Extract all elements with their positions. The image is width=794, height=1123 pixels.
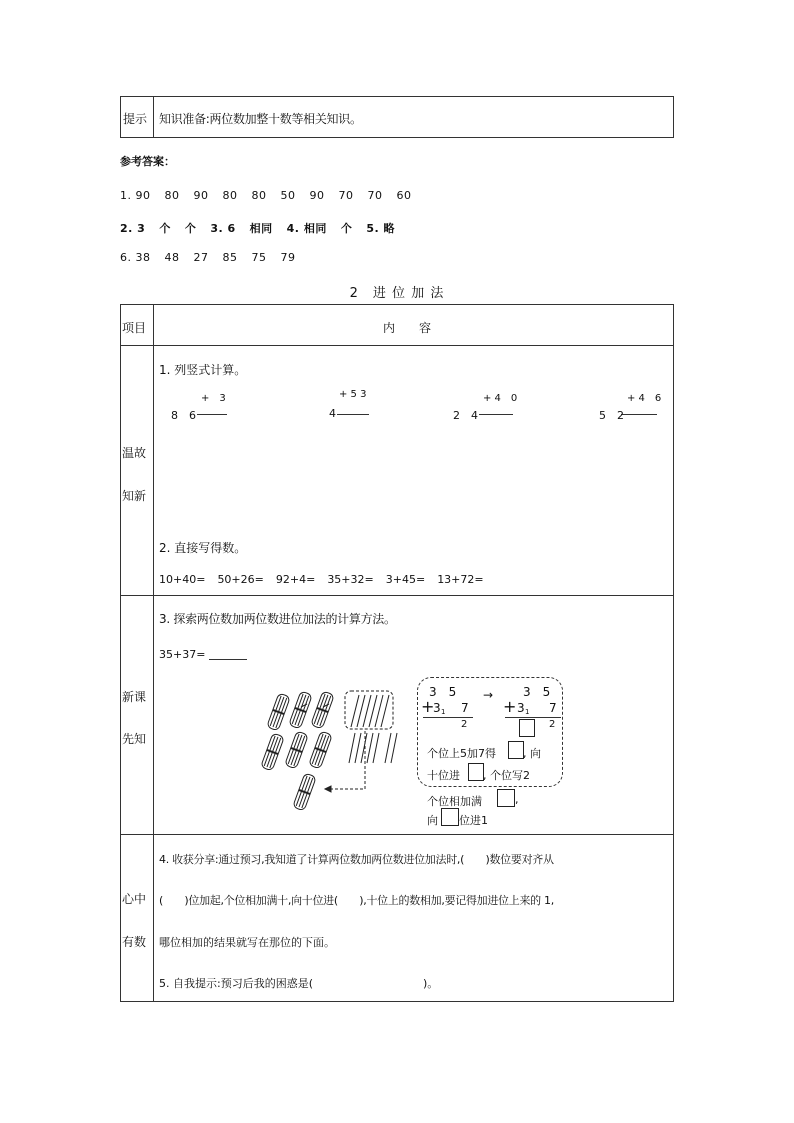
answer-item: 个 [159,222,171,235]
answer-item: 85 [222,251,238,264]
equation: 35+37= [159,648,206,661]
answer-box[interactable] [497,789,515,807]
q2-items: 10+40= 50+26= 92+4= 35+32= 3+45= 13+72= [159,573,484,586]
tip-text: 知识准备:两位数加整十数等相关知识。 [159,112,362,126]
bundle-icon [261,733,284,771]
arrow-icon: → [483,688,494,702]
answer-item: 1. 90 [120,189,151,202]
bundle-icon [293,773,317,811]
answer-item: 60 [396,189,412,202]
bundle-icon [285,731,309,769]
q3-title: 3. 探索两位数加两位数进位加法的计算方法。 [159,612,396,626]
answer-item: 80 [164,189,180,202]
q4-line-1: 4. 收获分享:通过预习,我知道了计算两位数加两位数进位加法时,( )数位要对齐从 [159,853,554,866]
answer-item: 个 [184,222,197,235]
review-label-1: 温故 [122,446,147,460]
stick-bundles-illustration [261,685,401,815]
answer-item: 5. 略 [366,222,395,235]
answer-item: 90 [309,189,325,202]
answer-item: 4. 相同 [286,222,327,235]
preview-label-1: 新课 [122,690,147,704]
q4-line-2: ( )位加起,个位相加满十,向十位进( ),十位上的数相加,要记得加进位上来的 1, [159,894,554,907]
mind-label-1: 心中 [122,892,147,906]
answers-line-2 [120,220,409,236]
vertical-calc-1: + 3 8 6 [171,393,226,422]
bundle-icon [289,691,313,729]
answer-box[interactable] [508,741,524,759]
tip-label-cell [121,97,154,137]
answer-item: 70 [367,189,383,202]
answer-item: 48 [164,251,180,264]
answer-item: 70 [338,189,354,202]
lesson-table: 项目 内 容 温故 知新 1. 列竖式计算。 + 3 8 6 + 5 3 4 + 4 0 2 4 + 4 6 5 2 2. 直接写得数。 10+40= 50+26= 92+4= 35+32= 3+45= 13+72= 新课 先知 3. 探索两位数加两位数进位加法的计算方法。 35+37= 3 5 + 3 1 7 2 → 3 5 + 3 1 7 2 个位上5加7得 , 向 十位进 , 个位写2 个位相加满 , 向 位进1 心中 有数 4. 收获分享:通过预习,我知道了计算两位数加两位数进位加法时,( )数位要对齐从 ( )位加起,个位相加满十,向十位进( ),十位上的数相加,要记得加进位上来的 1, 哪位相加的结果就写在那位的下面。 5. 自我提示:预习后我的困惑是( )。 [120,304,674,1002]
header-item: 项目 [122,321,147,335]
bundle-icon [311,691,335,729]
tip-table [120,96,674,138]
answer-item: 80 [222,189,238,202]
answer-item: 3. 6 [210,222,236,235]
q1-title: 1. 列竖式计算。 [159,363,247,377]
bundle-icon [267,693,291,731]
answer-box[interactable] [468,763,484,781]
answer-item: 相同 [249,222,273,235]
header-content: 内 容 [383,321,432,335]
answer-item: 50 [280,189,296,202]
answer-item: 6. 38 [120,251,151,264]
review-label-2: 知新 [122,489,147,503]
answers-line-3 [120,251,310,264]
answer-item: 80 [251,189,267,202]
answers-heading: 参考答案： [120,155,175,168]
vertical-calc-3: + 4 0 2 4 [453,393,518,422]
answer-item: 2. 3 [120,222,146,235]
answer-item: 个 [340,222,353,235]
q2-title: 2. 直接写得数。 [159,541,247,555]
tip-label: 提示 [123,112,148,126]
answer-box[interactable] [441,808,459,826]
preview-label-2: 先知 [122,732,147,746]
mind-label-2: 有数 [122,935,147,949]
vertical-calc-2: + 5 3 4 [327,389,387,425]
answers-line-1 [120,189,426,202]
answer-item: 27 [193,251,209,264]
bundle-icon [309,731,333,769]
answer-item: 90 [193,189,209,202]
section-title: 2 进 位 加 法 [349,286,445,301]
answer-item: 79 [280,251,296,264]
answer-box[interactable] [519,719,535,737]
q4-line-3: 哪位相加的结果就写在那位的下面。 [159,936,335,949]
answer-item: 75 [251,251,267,264]
q5: 5. 自我提示:预习后我的困惑是( )。 [159,977,439,990]
vertical-calc-4: + 4 6 5 2 [599,393,662,422]
